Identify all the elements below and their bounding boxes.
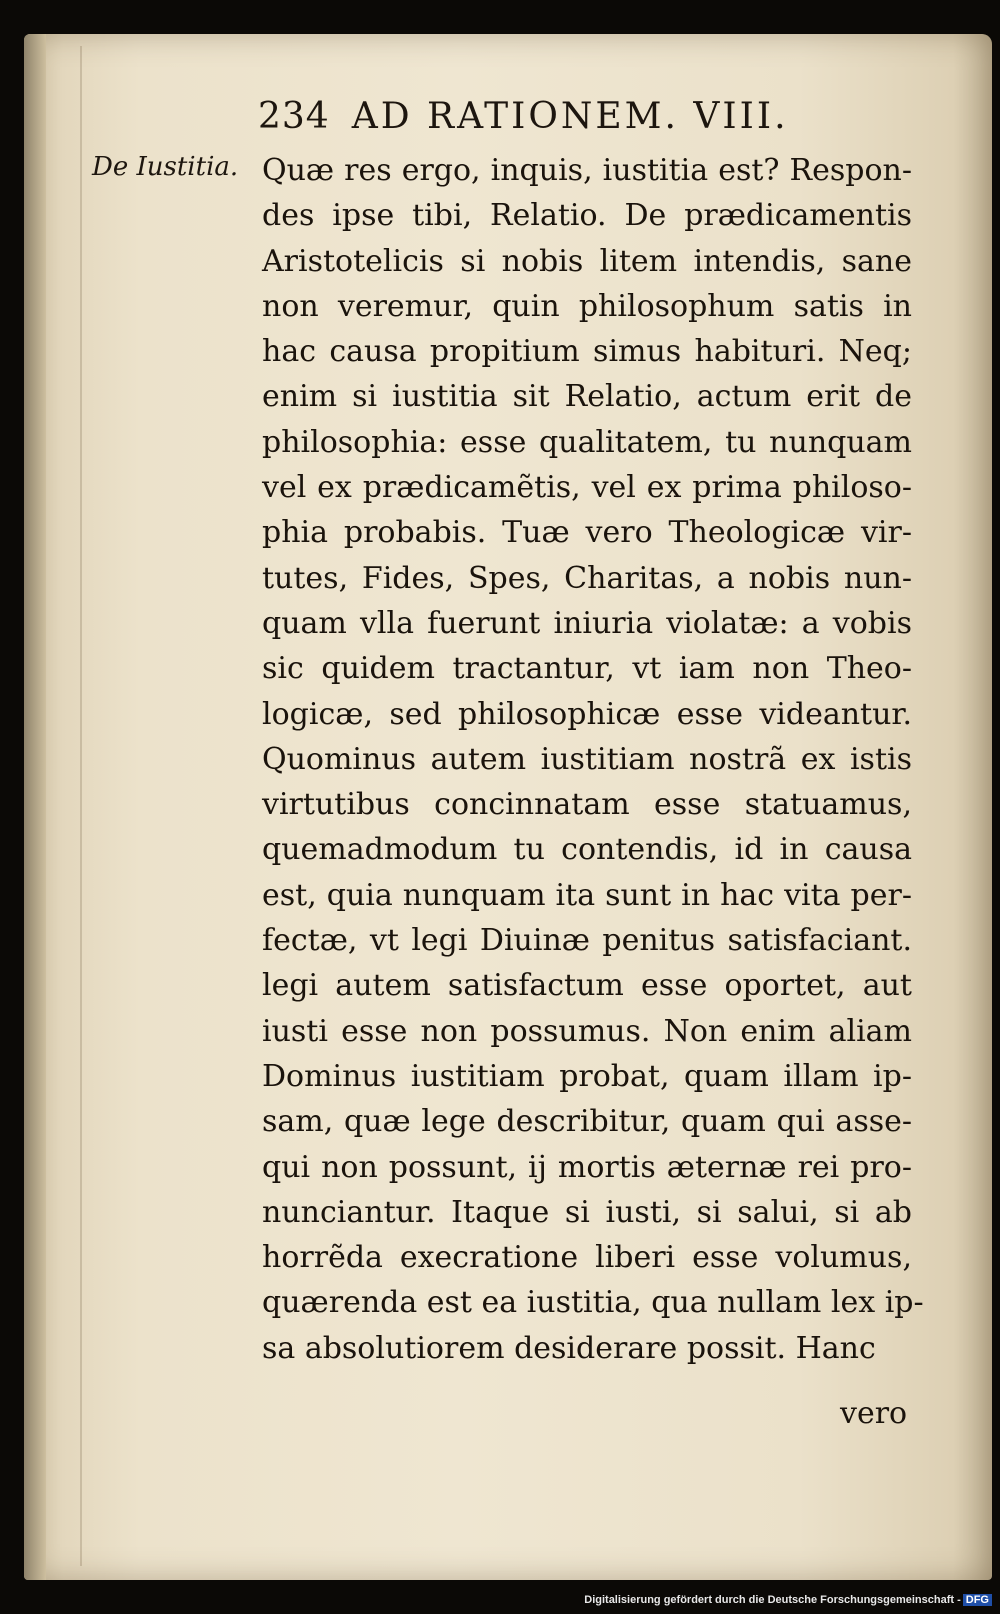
text-line: est, quia nunquam ita sunt in hac vita per- <box>262 877 912 913</box>
body-text <box>262 148 924 1371</box>
text-line: Quæ res ergo, inquis, iustitia est? Respon- <box>262 153 912 188</box>
text-line: tutes, Fides, Spes, Charitas, a nobis nun- <box>262 560 912 596</box>
catchword: vero <box>840 1396 908 1431</box>
dfg-logo: DFG <box>963 1594 992 1606</box>
page-fold-line <box>80 46 82 1566</box>
digitization-credit <box>584 1594 992 1606</box>
text-line: logicæ, sed philosophicæ esse videantur. <box>262 696 912 732</box>
text-line: Dominus iustitiam probat, quam illam ip- <box>262 1058 912 1094</box>
margin-note: De Iustitia. <box>92 152 239 182</box>
text-line: non veremur, quin philosophum satis in <box>262 288 912 324</box>
page-edge <box>24 34 46 1580</box>
text-line: philosophia: esse qualitatem, tu nunquam <box>262 424 912 460</box>
text-line: sam, quæ lege describitur, quam qui asse- <box>262 1104 912 1140</box>
running-title: AD RATIONEM. VIII. <box>351 96 789 137</box>
text-line: sic quidem tractantur, vt iam non Theo- <box>262 651 912 687</box>
text-line: legi autem satisfactum esse oportet, aut <box>262 968 912 1004</box>
text-line: des ipse tibi, Relatio. De prædicamentis <box>262 198 912 234</box>
credit-text: Digitalisierung gefördert durch die Deutsche Forschungsgemeinschaft - <box>584 1594 961 1606</box>
text-line: horrẽda execratione liberi esse volumus, <box>262 1240 912 1276</box>
text-line: enim si iustitia sit Relatio, actum erit de <box>262 379 912 415</box>
text-line: sa absolutiorem desiderare possit. Hanc <box>262 1330 876 1366</box>
text-line: vel ex prædicamẽtis, vel ex prima philoso- <box>262 470 912 506</box>
text-line: Quominus autem iustitiam nostrã ex istis <box>262 741 912 777</box>
text-line: virtutibus concinnatam esse statuamus, <box>262 787 912 823</box>
text-line: quemadmodum tu contendis, id in causa <box>262 832 912 868</box>
text-line: nunciantur. Itaque si iusti, si salui, si ab <box>262 1194 912 1230</box>
text-line: quam vlla fuerunt iniuria violatæ: a vobis <box>262 605 912 641</box>
text-line: phia probabis. Tuæ vero Theologicæ vir- <box>262 515 912 551</box>
running-header <box>258 96 878 137</box>
page-number: 234 <box>258 96 330 137</box>
text-line: fectæ, vt legi Diuinæ penitus satisfaciant. <box>262 923 912 959</box>
text-line: qui non possunt, ij mortis æternæ rei pro- <box>262 1149 912 1185</box>
text-line: Aristotelicis si nobis litem intendis, sane <box>262 243 912 279</box>
text-line: hac causa propitium simus habituri. Neq; <box>262 334 912 370</box>
text-line: quærenda est ea iustitia, qua nullam lex ip- <box>262 1285 924 1321</box>
text-line: iusti esse non possumus. Non enim aliam <box>262 1013 912 1049</box>
